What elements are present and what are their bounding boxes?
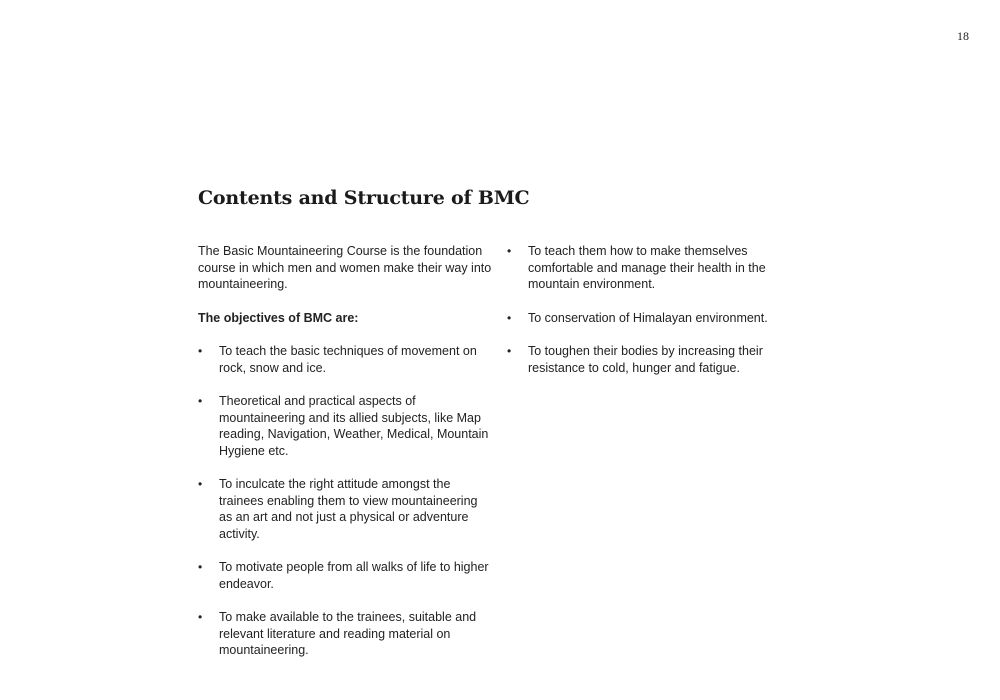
list-item-text: To motivate people from all walks of life to higher endeavor. xyxy=(219,560,489,591)
list-item xyxy=(198,343,493,376)
bullet-icon: • xyxy=(198,394,203,408)
bullet-icon: • xyxy=(198,344,203,358)
list-item-text: To teach the basic techniques of movement on rock, snow and ice. xyxy=(219,344,477,375)
list-item xyxy=(198,559,493,592)
right-column xyxy=(507,243,807,393)
list-item xyxy=(507,243,807,293)
bullet-icon: • xyxy=(198,560,203,574)
objectives-list xyxy=(198,343,493,659)
list-item-text: To toughen their bodies by increasing their resistance to cold, hunger and fatigue. xyxy=(528,344,763,375)
list-item xyxy=(507,343,807,376)
bullet-icon: • xyxy=(507,310,512,325)
bullet-icon: • xyxy=(198,610,203,624)
left-column xyxy=(198,243,493,676)
list-item-text: Theoretical and practical aspects of mountaineering and its allied subjects, like Map reading, Navigation, Weather, Medical, Mountain Hygiene etc. xyxy=(219,394,489,458)
bullet-icon: • xyxy=(198,477,203,491)
page-title: Contents and Structure of BMC xyxy=(198,187,530,209)
list-item-text: To teach them how to make themselves comfortable and manage their health in the mountain environment. xyxy=(528,244,766,291)
list-item xyxy=(198,609,493,659)
list-item-text: To inculcate the right attitude amongst the trainees enabling them to view mountaineering as an art and not just a physical or adventure activity. xyxy=(219,477,478,541)
bullet-icon: • xyxy=(507,244,512,258)
list-item xyxy=(507,310,807,327)
list-item-text: To make available to the trainees, suitable and relevant literature and reading material on mountaineering. xyxy=(219,610,477,657)
page-number: 18 xyxy=(957,29,969,43)
objectives-heading: The objectives of BMC are: xyxy=(198,310,359,325)
list-item xyxy=(198,476,493,542)
list-item-text: To conservation of Himalayan environment. xyxy=(528,310,768,325)
objectives-list-continued xyxy=(507,243,807,376)
bullet-icon: • xyxy=(507,344,512,358)
intro-paragraph: The Basic Mountaineering Course is the foundation course in which men and women make their way into mountaineering. xyxy=(198,244,492,291)
list-item xyxy=(198,393,493,459)
